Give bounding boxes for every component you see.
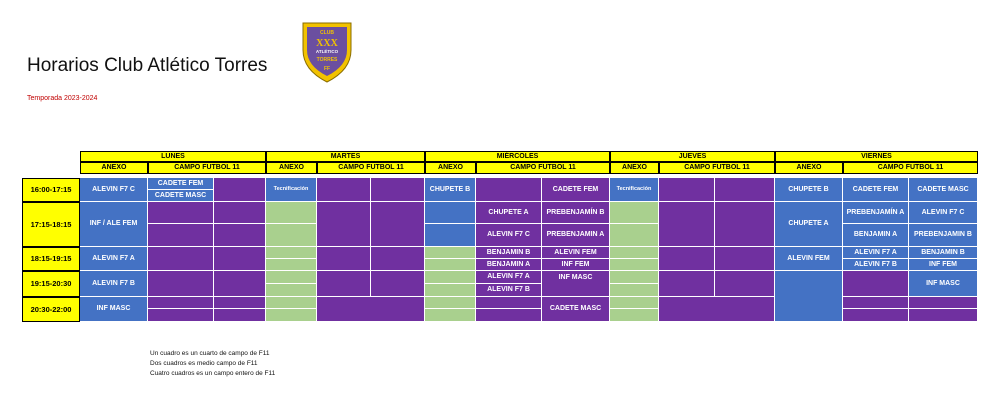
schedule-cell	[425, 309, 476, 322]
schedule-cell	[659, 271, 715, 297]
schedule-cell	[843, 309, 909, 322]
day-header-miercoles: MIÉRCOLES	[425, 151, 610, 162]
day-header-lunes: LUNES	[80, 151, 266, 162]
subheader-anexo: ANEXO	[266, 162, 317, 174]
schedule-cell: CADETE FEM	[148, 178, 214, 190]
schedule-cell	[425, 284, 476, 297]
day-header-jueves: JUEVES	[610, 151, 775, 162]
schedule-cell: CHUPETE A	[476, 202, 542, 224]
schedule-sheet	[22, 151, 978, 322]
schedule-cell	[425, 259, 476, 271]
schedule-cell	[610, 297, 659, 309]
schedule-cell: Tecnificación	[266, 178, 317, 202]
subheader-anexo: ANEXO	[610, 162, 659, 174]
schedule-cell	[214, 247, 266, 271]
schedule-cell: Tecnificación	[610, 178, 659, 202]
season-label: Temporada 2023-2024	[27, 95, 98, 102]
schedule-cell	[425, 224, 476, 247]
svg-text:TORRES: TORRES	[316, 57, 338, 63]
schedule-cell	[659, 178, 715, 202]
schedule-cell	[425, 271, 476, 284]
note-line: Cuatro cuadros es un campo entero de F11	[150, 370, 276, 377]
schedule-cell	[371, 202, 425, 247]
time-slot: 19:15-20:30	[22, 271, 80, 297]
page-title: Horarios Club Atlético Torres	[27, 55, 268, 76]
time-slot: 16:00-17:15	[22, 178, 80, 202]
schedule-cell: CHUPETE B	[775, 178, 843, 202]
schedule-cell	[610, 284, 659, 297]
schedule-cell: INF MASC	[542, 271, 610, 297]
schedule-cell: ALEVIN F7 C	[909, 202, 978, 224]
schedule-cell	[266, 284, 317, 297]
schedule-cell	[659, 297, 775, 322]
schedule-cell	[214, 309, 266, 322]
schedule-cell: CADETE MASC	[542, 297, 610, 322]
schedule-cell: INF FEM	[542, 259, 610, 271]
schedule-cell: CADETE FEM	[843, 178, 909, 202]
schedule-cell	[715, 202, 775, 247]
schedule-cell	[317, 247, 371, 271]
schedule-cell	[148, 309, 214, 322]
schedule-cell: ALEVIN FEM	[542, 247, 610, 259]
day-header-martes: MARTES	[266, 151, 425, 162]
subheader-campo: CAMPO FUTBOL 11	[843, 162, 978, 174]
subheader-anexo: ANEXO	[80, 162, 148, 174]
schedule-cell: ALEVIN F7 A	[476, 271, 542, 284]
schedule-cell	[476, 309, 542, 322]
subheader-campo: CAMPO FUTBOL 11	[476, 162, 610, 174]
schedule-cell: BENJAMIN B	[909, 247, 978, 259]
schedule-cell	[266, 202, 317, 224]
subheader-campo: CAMPO FUTBOL 11	[659, 162, 775, 174]
schedule-cell: CHUPETE B	[425, 178, 476, 202]
schedule-cell: ALEVIN F7 A	[80, 247, 148, 271]
schedule-cell	[715, 247, 775, 271]
schedule-cell	[371, 247, 425, 271]
schedule-cell	[843, 271, 909, 297]
schedule-cell	[148, 202, 214, 224]
schedule-cell	[214, 178, 266, 202]
schedule-cell	[317, 297, 425, 322]
schedule-cell	[476, 297, 542, 309]
schedule-cell	[909, 309, 978, 322]
legend-notes	[150, 349, 275, 379]
svg-text:ATLÉTICO: ATLÉTICO	[315, 49, 339, 54]
schedule-cell	[148, 224, 214, 247]
schedule-cell: PREBENJAMÍN A	[843, 202, 909, 224]
schedule-cell	[266, 309, 317, 322]
schedule-cell	[715, 271, 775, 297]
schedule-cell	[610, 247, 659, 259]
schedule-cell	[214, 297, 266, 309]
time-slot: 17:15-18:15	[22, 202, 80, 247]
day-header-viernes: VIERNES	[775, 151, 978, 162]
schedule-cell	[148, 297, 214, 309]
schedule-cell: PREBENJAMIN A	[542, 224, 610, 247]
time-slot: 20:30-22:00	[22, 297, 80, 322]
schedule-cell	[371, 271, 425, 297]
schedule-cell: CADETE FEM	[542, 178, 610, 202]
subheader-campo: CAMPO FUTBOL 11	[148, 162, 266, 174]
schedule-cell	[610, 202, 659, 224]
schedule-cell	[476, 178, 542, 202]
note-line: Dos cuadros es medio campo de F11	[150, 360, 258, 367]
schedule-cell: ALEVIN F7 C	[80, 178, 148, 202]
schedule-cell: BENJAMIN A	[476, 259, 542, 271]
schedule-cell: PREBENJAMIN B	[909, 224, 978, 247]
schedule-cell	[610, 271, 659, 284]
schedule-cell	[317, 202, 371, 247]
schedule-cell: ALEVIN FEM	[775, 247, 843, 271]
schedule-cell	[317, 271, 371, 297]
schedule-cell	[425, 247, 476, 259]
schedule-cell	[214, 202, 266, 224]
schedule-cell	[659, 202, 715, 247]
schedule-cell	[317, 178, 371, 202]
schedule-cell: INF MASC	[909, 271, 978, 297]
schedule-cell: INF / ALE FEM	[80, 202, 148, 247]
schedule-cell: BENJAMIN B	[476, 247, 542, 259]
schedule-cell: ALEVIN F7 B	[80, 271, 148, 297]
schedule-cell: INF MASC	[80, 297, 148, 322]
schedule-cell	[909, 297, 978, 309]
schedule-cell: BENJAMIN A	[843, 224, 909, 247]
schedule-cell	[371, 178, 425, 202]
schedule-cell	[425, 297, 476, 309]
schedule-cell	[425, 202, 476, 224]
subheader-anexo: ANEXO	[775, 162, 843, 174]
svg-text:CLUB: CLUB	[320, 30, 334, 36]
schedule-cell	[715, 178, 775, 202]
subheader-anexo: ANEXO	[425, 162, 476, 174]
note-line: Un cuadro es un cuarto de campo de F11	[150, 350, 270, 357]
schedule-cell	[610, 309, 659, 322]
schedule-cell	[266, 271, 317, 284]
schedule-cell: PREBENJAMÍN B	[542, 202, 610, 224]
schedule-cell	[266, 297, 317, 309]
svg-text:XXX: XXX	[316, 38, 338, 49]
schedule-cell	[610, 259, 659, 271]
schedule-cell	[148, 247, 214, 271]
schedule-cell	[775, 271, 843, 322]
schedule-cell	[214, 271, 266, 297]
time-slot: 18:15-19:15	[22, 247, 80, 271]
schedule-cell	[214, 224, 266, 247]
subheader-campo: CAMPO FUTBOL 11	[317, 162, 425, 174]
schedule-cell: CADETE MASC	[148, 190, 214, 202]
schedule-cell	[659, 247, 715, 271]
schedule-cell: ALEVIN F7 C	[476, 224, 542, 247]
schedule-cell: INF FEM	[909, 259, 978, 271]
schedule-cell	[610, 224, 659, 247]
schedule-cell: ALEVIN F7 A	[843, 247, 909, 259]
schedule-cell	[266, 259, 317, 271]
schedule-cell	[148, 271, 214, 297]
club-crest-logo	[300, 20, 354, 84]
schedule-cell: ALEVIN F7 B	[843, 259, 909, 271]
schedule-cell	[843, 297, 909, 309]
schedule-cell: ALEVIN F7 B	[476, 284, 542, 297]
schedule-cell: CADETE MASC	[909, 178, 978, 202]
svg-text:FF: FF	[323, 66, 331, 72]
schedule-cell: CHUPETE A	[775, 202, 843, 247]
schedule-cell	[266, 247, 317, 259]
schedule-cell	[266, 224, 317, 247]
